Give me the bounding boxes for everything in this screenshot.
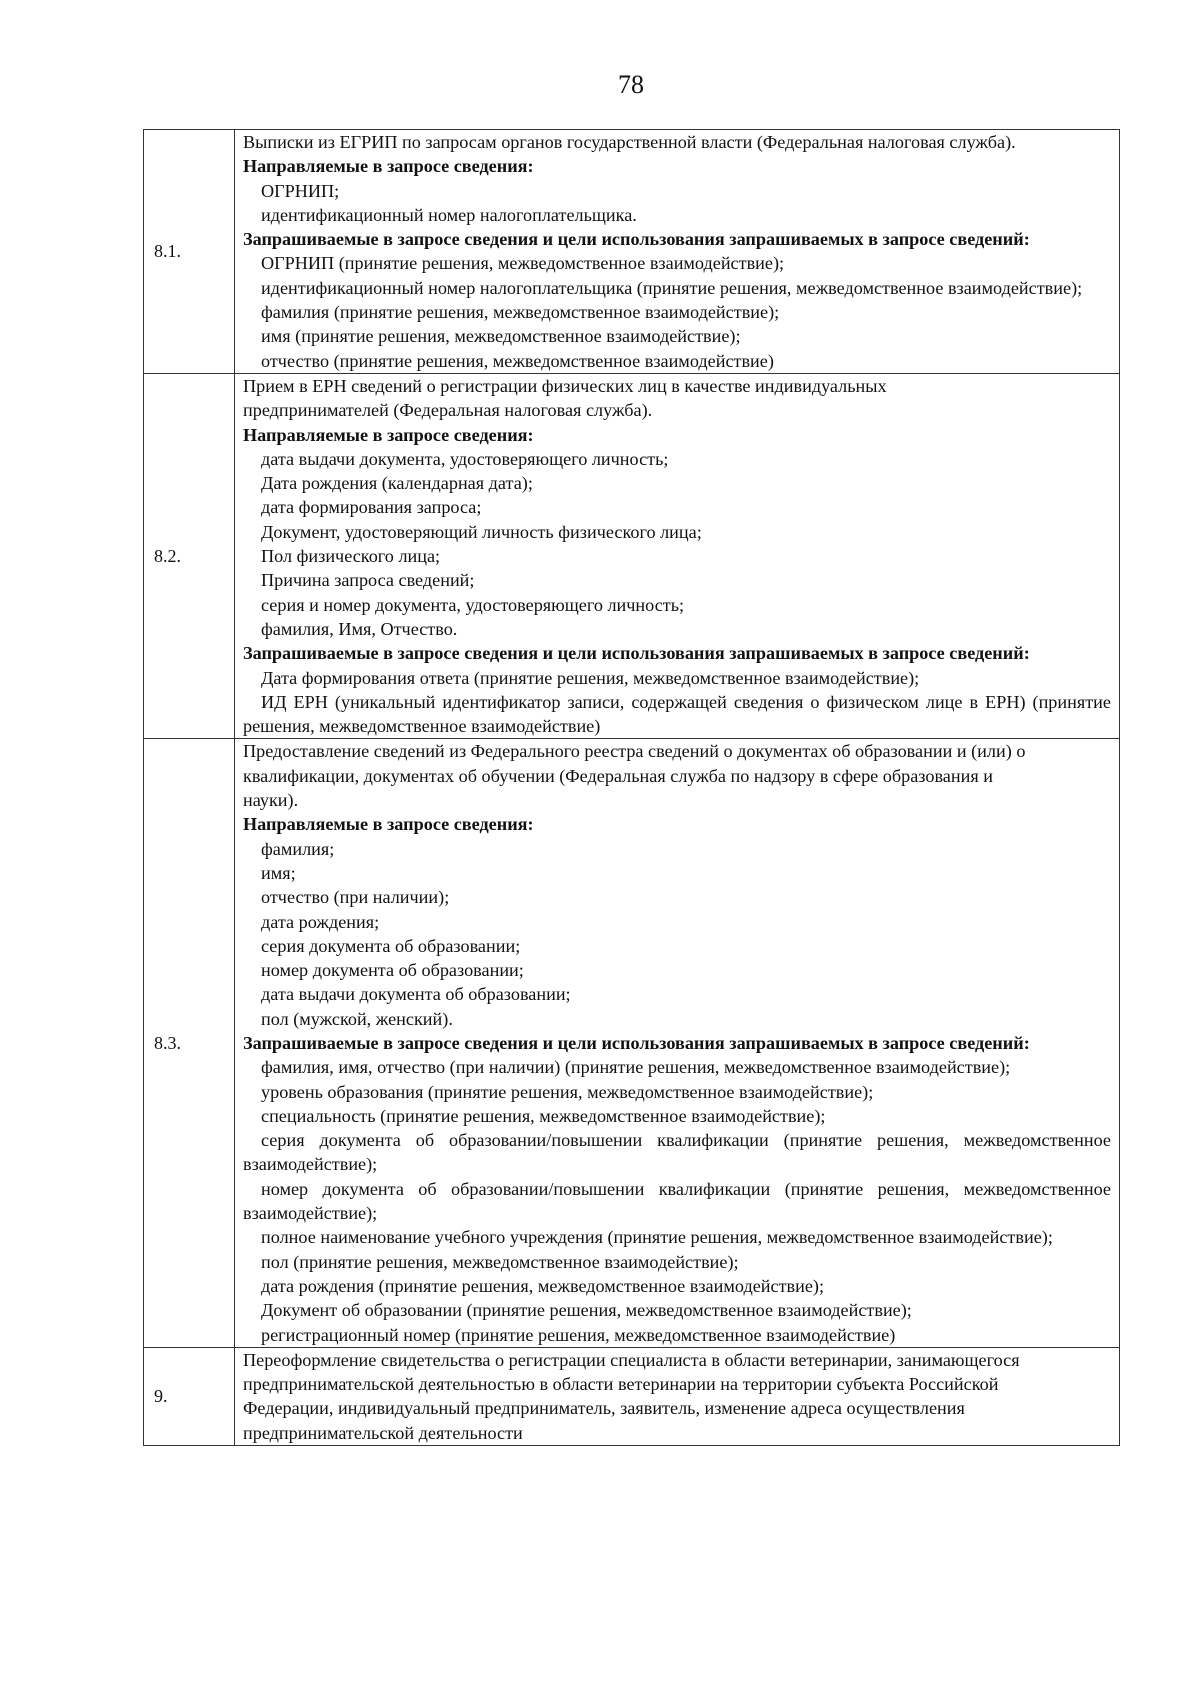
content-line: Пол физического лица;: [261, 546, 441, 567]
row-number: 8.3.: [144, 739, 235, 1347]
content-line: пол (мужской, женский).: [261, 1008, 453, 1029]
content-line: ОГРНИП (принятие решения, межведомственное взаимодействие);: [261, 253, 785, 274]
content-line: дата рождения;: [261, 911, 380, 932]
content-line: Документ об образовании (принятие решения, межведомственное взаимодействие);: [261, 1300, 912, 1321]
section-heading: Направляемые в запросе сведения:: [243, 424, 534, 445]
content-line: Предоставление сведений из Федерального реестра сведений о документах об образовании и (или) о: [243, 741, 1026, 762]
content-line: Прием в ЕРН сведений о регистрации физических лиц в качестве индивидуальных: [243, 375, 887, 396]
content-line: имя;: [261, 862, 296, 883]
content-line: идентификационный номер налогоплательщика (принятие решения, межведомственное взаимодействие);: [261, 277, 1083, 298]
content-line: серия и номер документа, удостоверяющего личность;: [261, 594, 685, 615]
content-line: дата выдачи документа об образовании;: [261, 984, 571, 1005]
content-line: Дата рождения (календарная дата);: [261, 473, 533, 494]
content-line: номер документа об образовании;: [261, 960, 524, 981]
content-line: регистрационный номер (принятие решения, межведомственное взаимодействие): [261, 1324, 896, 1345]
content-line: предпринимательской деятельности: [243, 1422, 523, 1443]
content-line: имя (принятие решения, межведомственное взаимодействие);: [261, 326, 741, 347]
content-line: уровень образования (принятие решения, межведомственное взаимодействие);: [261, 1081, 874, 1102]
content-line: фамилия, имя, отчество (при наличии) (принятие решения, межведомственное взаимодействие);: [261, 1057, 1011, 1078]
content-line: пол (принятие решения, межведомственное взаимодействие);: [261, 1251, 739, 1272]
section-heading: Направляемые в запросе сведения:: [243, 814, 534, 835]
content-line: Переоформление свидетельства о регистрации специалиста в области ветеринарии, занимающегося: [243, 1349, 1020, 1370]
table-row: [144, 1347, 1120, 1445]
content-line: предпринимателей (Федеральная налоговая служба).: [243, 400, 653, 421]
section-heading: Запрашиваемые в запросе сведения и цели использования запрашиваемых в запросе сведений:: [243, 229, 1030, 250]
row-number: 8.1.: [144, 130, 235, 374]
row-number: 8.2.: [144, 373, 235, 738]
section-heading: Направляемые в запросе сведения:: [243, 156, 534, 177]
row-number: 9.: [144, 1347, 235, 1445]
content-line: серия документа об образовании;: [261, 935, 521, 956]
content-line: Дата формирования ответа (принятие решения, межведомственное взаимодействие);: [261, 667, 920, 688]
content-line: специальность (принятие решения, межведомственное взаимодействие);: [261, 1105, 826, 1126]
services-table: [143, 129, 1120, 1446]
content-line: отчество (при наличии);: [261, 887, 450, 908]
row-content: [235, 739, 1120, 1347]
content-line: серия документа об образовании/повышении квалификации (принятие решения, межведомственное взаимодействие);: [243, 1130, 1111, 1175]
content-line: фамилия (принятие решения, межведомственное взаимодействие);: [261, 302, 780, 323]
content-line: полное наименование учебного учреждения (принятие решения, межведомственное взаимодействие);: [261, 1227, 1053, 1248]
table-row: [144, 373, 1120, 738]
content-line: номер документа об образовании/повышении квалификации (принятие решения, межведомственное взаимодействие);: [243, 1178, 1111, 1224]
table-row: [144, 130, 1120, 374]
content-line: квалификации, документах об обучении (Федеральная служба по надзору в сфере образования и: [243, 765, 993, 786]
content-line: фамилия, Имя, Отчество.: [261, 618, 458, 639]
content-line: дата выдачи документа, удостоверяющего личность;: [261, 448, 669, 469]
row-content: [235, 373, 1120, 738]
content-line: отчество (принятие решения, межведомственное взаимодействие): [261, 350, 774, 371]
content-line: дата формирования запроса;: [261, 497, 482, 518]
content-line: Документ, удостоверяющий личность физического лица;: [261, 521, 702, 542]
section-heading: Запрашиваемые в запросе сведения и цели использования запрашиваемых в запросе сведений:: [243, 643, 1030, 664]
section-heading: Запрашиваемые в запросе сведения и цели использования запрашиваемых в запросе сведений:: [243, 1032, 1030, 1053]
content-line: предпринимательской деятельностью в области ветеринарии на территории субъекта Российской: [243, 1374, 999, 1395]
content-line: ОГРНИП;: [261, 180, 340, 201]
row-content: [235, 130, 1120, 374]
content-line: фамилия;: [261, 838, 335, 859]
content-line: дата рождения (принятие решения, межведомственное взаимодействие);: [261, 1275, 825, 1296]
page-number: 78: [618, 70, 644, 99]
row-content: [235, 1347, 1120, 1445]
content-line: Выписки из ЕГРИП по запросам органов государственной власти (Федеральная налоговая служба).: [243, 132, 1016, 152]
table-row: [144, 739, 1120, 1347]
content-line: Причина запроса сведений;: [261, 570, 475, 591]
content-line: идентификационный номер налогоплательщика.: [261, 204, 637, 225]
content-line: ИД ЕРН (уникальный идентификатор записи, содержащей сведения о физическом лице в ЕРН) (принятие решения, межведомственное взаимодействие): [243, 691, 1111, 737]
content-line: Федерации, индивидуальный предприниматель, заявитель, изменение адреса осуществления: [243, 1398, 965, 1419]
content-line: науки).: [243, 790, 299, 811]
